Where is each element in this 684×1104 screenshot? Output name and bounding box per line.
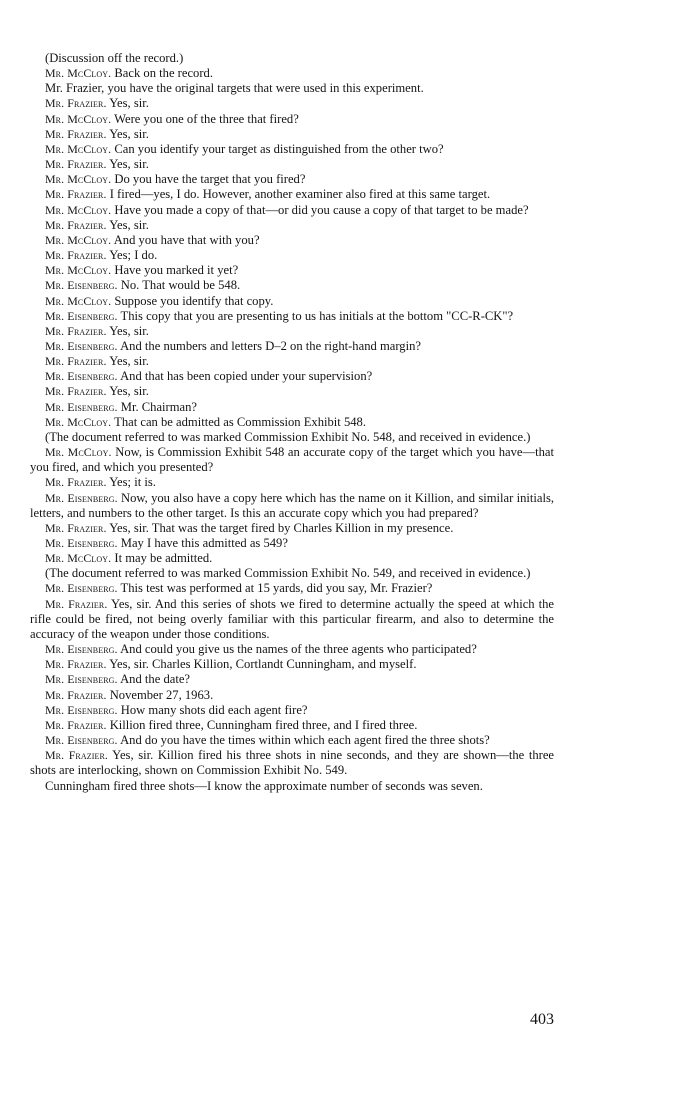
speaker-name: Mr. Frazier. <box>45 157 107 172</box>
transcript-paragraph <box>30 551 554 566</box>
speaker-name: Mr. McCloy. <box>45 141 112 156</box>
paragraph-text: Yes; I do. <box>109 248 158 263</box>
transcript-paragraph <box>30 81 554 96</box>
paragraph-text: Were you one of the three that fired? <box>114 111 299 126</box>
paragraph-text: (The document referred to was marked Commission Exhibit No. 549, and received in evidence.) <box>45 566 531 581</box>
speaker-name: Mr. Eisenberg. <box>45 369 118 384</box>
transcript-paragraph <box>30 536 554 551</box>
transcript-paragraph <box>30 748 554 778</box>
transcript-paragraph <box>30 384 554 399</box>
transcript-paragraph <box>30 339 554 354</box>
paragraph-text: Now, is Commission Exhibit 548 an accurate copy of the target which you have—that you fired, and which you presented? <box>30 445 555 475</box>
speaker-name: Mr. Frazier. <box>45 354 107 369</box>
transcript-paragraph <box>30 294 554 309</box>
speaker-name: Mr. McCloy. <box>45 111 112 126</box>
speaker-name: Mr. McCloy. <box>45 172 112 187</box>
speaker-name: Mr. Frazier. <box>45 475 107 490</box>
speaker-name: Mr. McCloy. <box>45 263 112 278</box>
speaker-name: Mr. Frazier. <box>45 187 107 202</box>
paragraph-text: (Discussion off the record.) <box>45 51 184 65</box>
speaker-name: Mr. McCloy. <box>45 445 112 460</box>
speaker-name: Mr. Frazier. <box>45 717 107 732</box>
paragraph-text: Do you have the target that you fired? <box>114 172 306 187</box>
transcript-paragraph <box>30 521 554 536</box>
paragraph-text: How many shots did each agent fire? <box>120 702 308 717</box>
paragraph-text: Yes, sir. <box>109 157 149 172</box>
transcript-paragraph <box>30 248 554 263</box>
paragraph-text: That can be admitted as Commission Exhibit 548. <box>114 414 366 429</box>
transcript-paragraph <box>30 581 554 596</box>
speaker-name: Mr. Eisenberg. <box>45 490 118 505</box>
paragraph-text: Suppose you identify that copy. <box>114 293 274 308</box>
speaker-name: Mr. Frazier. <box>45 748 108 763</box>
transcript-paragraph <box>30 354 554 369</box>
speaker-name: Mr. Frazier. <box>45 217 107 232</box>
speaker-name: Mr. McCloy. <box>45 414 112 429</box>
transcript-paragraph <box>30 66 554 81</box>
transcript-paragraph <box>30 400 554 415</box>
paragraph-text: And do you have the times within which each agent fired the three shots? <box>120 733 490 748</box>
transcript-paragraph <box>30 278 554 293</box>
transcript-paragraph <box>30 309 554 324</box>
speaker-name: Mr. Frazier. <box>45 384 107 399</box>
transcript-paragraph <box>30 218 554 233</box>
paragraph-text: This test was performed at 15 yards, did you say, Mr. Frazier? <box>120 581 433 596</box>
transcript-paragraph <box>30 96 554 111</box>
speaker-name: Mr. McCloy. <box>45 232 112 247</box>
speaker-name: Mr. McCloy. <box>45 202 112 217</box>
paragraph-text: This copy that you are presenting to us has initials at the bottom "CC-R-CK"? <box>120 308 514 323</box>
paragraph-text: Cunningham fired three shots—I know the approximate number of seconds was seven. <box>45 778 483 793</box>
speaker-name: Mr. Eisenberg. <box>45 338 118 353</box>
paragraph-text: May I have this admitted as 549? <box>120 536 288 550</box>
paragraph-text: November 27, 1963. <box>109 687 214 702</box>
transcript-paragraph <box>30 127 554 142</box>
speaker-name: Mr. McCloy. <box>45 66 112 81</box>
paragraph-text: Now, you also have a copy here which has the name on it Killion, and similar initials, letters, and numbers to the other target. Is this an accurate copy which you had prepared? <box>30 490 554 520</box>
paragraph-text: Yes, sir. <box>109 217 149 232</box>
speaker-name: Mr. Frazier. <box>45 323 107 338</box>
paragraph-text: Yes, sir. <box>109 384 149 399</box>
transcript-paragraph <box>30 475 554 490</box>
speaker-name: Mr. Frazier. <box>45 687 107 702</box>
paragraph-text: Have you made a copy of that—or did you cause a copy of that target to be made? <box>114 202 529 217</box>
paragraph-text: And that has been copied under your supervision? <box>120 369 373 384</box>
speaker-name: Mr. Eisenberg. <box>45 536 118 550</box>
transcript-paragraph <box>30 51 554 66</box>
transcript-paragraph <box>30 369 554 384</box>
paragraph-text: Yes, sir. <box>109 126 149 141</box>
paragraph-text: And the numbers and letters D–2 on the right-hand margin? <box>120 338 421 353</box>
transcript-paragraph <box>30 703 554 718</box>
speaker-name: Mr. Frazier. <box>45 657 107 672</box>
transcript-paragraph <box>30 324 554 339</box>
paragraph-text: Mr. Chairman? <box>120 399 198 414</box>
paragraph-text: Back on the record. <box>114 66 213 81</box>
transcript-paragraph <box>30 142 554 157</box>
transcript-paragraph <box>30 779 554 794</box>
speaker-name: Mr. Eisenberg. <box>45 733 118 748</box>
transcript-paragraph <box>30 187 554 202</box>
paragraph-text: Mr. Frazier, you have the original targets that were used in this experiment. <box>45 81 424 96</box>
paragraph-text: And could you give us the names of the three agents who participated? <box>120 642 477 657</box>
paragraph-text: Yes, sir. Killion fired his three shots in nine seconds, and they are shown—the three shots are interlocking, shown on Commission Exhibit No. 549. <box>30 748 555 778</box>
paragraph-text: Yes, sir. Charles Killion, Cortlandt Cunningham, and myself. <box>109 657 417 672</box>
transcript-paragraph <box>30 733 554 748</box>
transcript-paragraph <box>30 157 554 172</box>
paragraph-text: Yes, sir. That was the target fired by Charles Killion in my presence. <box>109 520 454 535</box>
paragraph-text: Yes, sir. <box>109 323 149 338</box>
speaker-name: Mr. McCloy. <box>45 293 112 308</box>
transcript-paragraph <box>30 657 554 672</box>
transcript-paragraph <box>30 672 554 687</box>
speaker-name: Mr. Eisenberg. <box>45 702 118 717</box>
paragraph-text: (The document referred to was marked Commission Exhibit No. 548, and received in evidence.) <box>45 429 531 444</box>
paragraph-text: Yes, sir. And this series of shots we fired to determine actually the speed at which the rifle could be fired, not being overly familiar with this particular firearm, and also to determine the accuracy of the weapon under those conditions. <box>30 596 554 641</box>
speaker-name: Mr. Eisenberg. <box>45 672 118 687</box>
transcript-paragraph <box>30 597 554 642</box>
speaker-name: Mr. Frazier. <box>45 520 107 535</box>
speaker-name: Mr. Eisenberg. <box>45 278 118 293</box>
transcript-paragraph <box>30 415 554 430</box>
paragraph-text: I fired—yes, I do. However, another examiner also fired at this same target. <box>109 187 491 202</box>
paragraph-text: Have you marked it yet? <box>114 263 239 278</box>
transcript-paragraph <box>30 112 554 127</box>
speaker-name: Mr. Frazier. <box>45 96 107 111</box>
transcript-paragraph <box>30 688 554 703</box>
paragraph-text: Yes, sir. <box>109 354 149 369</box>
speaker-name: Mr. Frazier. <box>45 596 108 611</box>
speaker-name: Mr. Frazier. <box>45 248 107 263</box>
speaker-name: Mr. Eisenberg. <box>45 399 118 414</box>
speaker-name: Mr. Eisenberg. <box>45 642 118 657</box>
paragraph-text: And you have that with you? <box>113 232 260 247</box>
transcript-paragraph <box>30 491 554 521</box>
transcript-paragraph <box>30 203 554 218</box>
speaker-name: Mr. Frazier. <box>45 126 107 141</box>
transcript-paragraph <box>30 430 554 445</box>
paragraph-text: It may be admitted. <box>114 551 213 566</box>
transcript-paragraph <box>30 718 554 733</box>
transcript-paragraph <box>30 263 554 278</box>
paragraph-text: No. That would be 548. <box>120 278 241 293</box>
page-number: 403 <box>530 1011 554 1028</box>
transcript-paragraph <box>30 642 554 657</box>
paragraph-text: Yes; it is. <box>109 475 156 490</box>
paragraph-text: Yes, sir. <box>109 96 149 111</box>
transcript-paragraph <box>30 172 554 187</box>
transcript-body <box>30 51 554 794</box>
paragraph-text: And the date? <box>120 672 191 687</box>
speaker-name: Mr. Eisenberg. <box>45 308 118 323</box>
speaker-name: Mr. McCloy. <box>45 551 112 566</box>
paragraph-text: Can you identify your target as distinguished from the other two? <box>114 141 444 156</box>
transcript-paragraph <box>30 566 554 581</box>
transcript-paragraph <box>30 233 554 248</box>
speaker-name: Mr. Eisenberg. <box>45 581 118 596</box>
paragraph-text: Killion fired three, Cunningham fired three, and I fired three. <box>109 717 418 732</box>
transcript-paragraph <box>30 445 554 475</box>
